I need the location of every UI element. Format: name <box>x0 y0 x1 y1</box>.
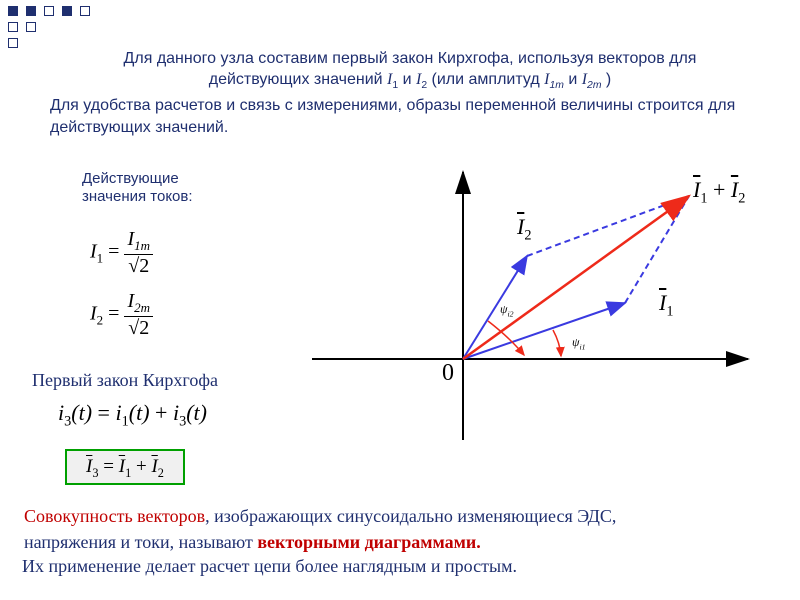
subscript: 3 <box>92 465 99 480</box>
sqrt-two: √2 <box>128 255 150 277</box>
subscript: 1 <box>121 413 129 430</box>
sum-vector-label <box>693 177 745 207</box>
subscript: i1 <box>579 342 586 352</box>
law-title: Первый закон Кирхгофа <box>32 370 219 390</box>
vector-I: $\overline{I}$ <box>86 456 93 477</box>
symbol-I: I <box>544 71 550 88</box>
subscript: 1 <box>666 303 674 320</box>
angle-arc-i1 <box>553 330 561 356</box>
vector-i1 <box>463 303 625 359</box>
subscript: 2 <box>96 312 104 328</box>
vector-i2 <box>463 256 527 359</box>
subscript: 2 <box>421 80 428 92</box>
subscript: 1 <box>96 250 104 266</box>
rms-label-line: Действующие <box>82 170 179 187</box>
summary-text-part: напряжения и токи, называют <box>24 532 258 552</box>
subscript: 2 <box>157 465 164 480</box>
rms-label-line: значения токов: <box>82 188 193 205</box>
summary-term: векторными диаграммами. <box>257 532 481 552</box>
summary-text-part: , изображающих синусоидально изменяющиеся ЭДС, <box>205 506 617 526</box>
plus-sign: + <box>707 177 731 202</box>
symbol-I: I <box>90 302 97 325</box>
symbol-I: I <box>127 228 135 250</box>
heading-text: и <box>398 71 416 88</box>
psi-i2-label <box>500 302 514 318</box>
symbol-i: i <box>115 400 122 425</box>
subscript: 1m <box>134 238 151 253</box>
subscript: 2m <box>587 80 602 92</box>
subscript: 1 <box>125 465 132 480</box>
equals-sign: = <box>108 302 120 325</box>
subscript: i2 <box>507 309 514 319</box>
plus-sign: + <box>131 456 152 477</box>
vector-I: $\overline{I}$ <box>118 456 126 477</box>
time-arg: (t) <box>186 400 207 425</box>
heading-line-1: Для данного узла составим первый закон Кирхгофа, используя векторов для <box>123 50 697 67</box>
subscript: 1 <box>700 190 708 207</box>
subscript: 1m <box>549 80 564 92</box>
subscript: 2 <box>524 227 532 244</box>
i1-vector-label <box>659 290 673 320</box>
symbol-I: I <box>90 240 97 263</box>
heading-text: и <box>563 71 582 88</box>
equals-sign: = <box>108 240 120 263</box>
psi-symbol: ψ <box>500 302 508 316</box>
symbol-I: I <box>415 71 422 88</box>
note-paragraph: Для удобства расчетов и связь с измерениями, образы переменной величины строится для действующих значений. <box>50 97 736 136</box>
vector-I: $\overline{I}$ <box>693 177 701 202</box>
vector-I: $\overline{I}$ <box>517 214 525 239</box>
plus-sign: + <box>149 400 173 425</box>
symbol-i: i <box>172 400 180 425</box>
subscript: 1 <box>392 80 399 92</box>
heading-text: ) <box>601 71 612 88</box>
sqrt-two: √2 <box>128 317 150 339</box>
psi-i1-label <box>572 335 586 351</box>
i2-vector-label <box>517 214 531 244</box>
summary-highlight: Совокупность векторов <box>24 506 206 526</box>
symbol-I: I <box>127 290 135 312</box>
origin-label: 0 <box>442 360 454 386</box>
psi-symbol: ψ <box>572 335 580 349</box>
symbol-I: I <box>581 71 588 88</box>
symbol-I: I <box>387 71 393 88</box>
time-arg: (t) <box>128 400 150 425</box>
equals-sign: = <box>92 400 116 425</box>
equals-sign: = <box>98 456 119 477</box>
subscript: 3 <box>64 413 72 430</box>
subscript: 3 <box>179 413 187 430</box>
parallelogram-side <box>625 196 689 303</box>
summary-text <box>24 503 784 555</box>
time-arg: (t) <box>71 400 93 425</box>
parallelogram-side <box>527 196 689 256</box>
symbol-i: i <box>58 400 65 425</box>
vector-I: $\overline{I}$ <box>730 177 739 202</box>
vector-I: $\overline{I}$ <box>151 456 158 477</box>
heading-text: действующих значений <box>208 71 388 88</box>
summary-line-2: Их применение делает расчет цепи более наглядным и простым. <box>22 556 517 576</box>
heading-text: (или амплитуд <box>427 71 545 88</box>
subscript: 2 <box>738 190 746 207</box>
vector-I: $\overline{I}$ <box>659 290 667 315</box>
subscript: 2m <box>134 300 151 315</box>
